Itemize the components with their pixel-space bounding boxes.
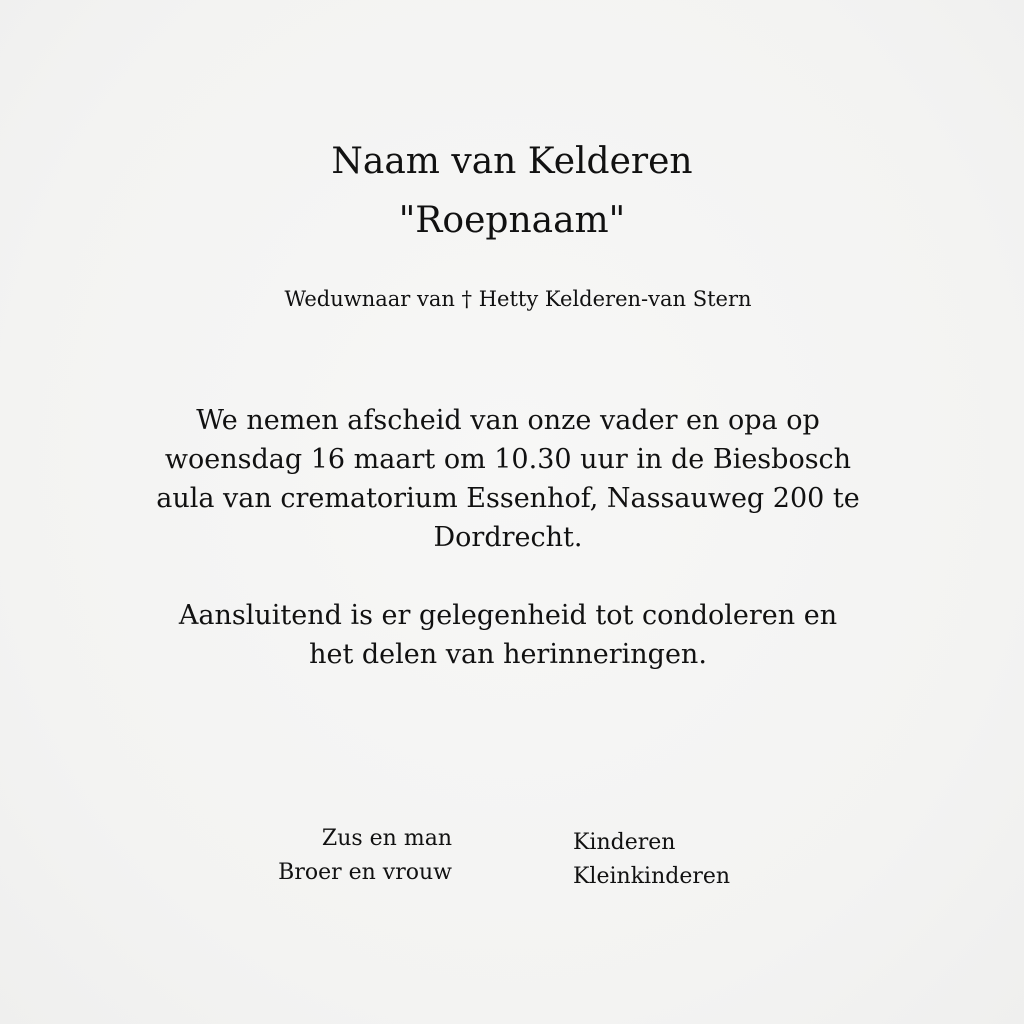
relatives-right-column [573,826,730,894]
farewell-line: We nemen afscheid van onze vader en opa op [196,405,820,436]
relative-entry: Zus en man [321,826,452,851]
nickname: "Roepnaam" [398,200,626,241]
condolence-line: Aansluitend is er gelegenheid tot condoleren en [178,600,838,631]
condolence-line: het delen van herinneringen. [309,639,707,670]
relative-entry: Kleinkinderen [573,864,731,889]
deceased-name: Naam van Kelderen [331,141,693,182]
farewell-line: Dordrecht. [433,522,583,553]
farewell-line: woensdag 16 maart om 10.30 uur in de Biesbosch [164,444,852,475]
relatives-left-column [278,822,452,890]
farewell-line: aula van crematorium Essenhof, Nassauweg 200 te [156,483,860,514]
condolence-paragraph [150,596,866,674]
widower-line: Weduwnaar van † Hetty Kelderen-van Stern [284,287,752,311]
farewell-paragraph [150,401,866,557]
relative-entry: Broer en vrouw [278,860,452,885]
relative-entry: Kinderen [573,830,676,855]
